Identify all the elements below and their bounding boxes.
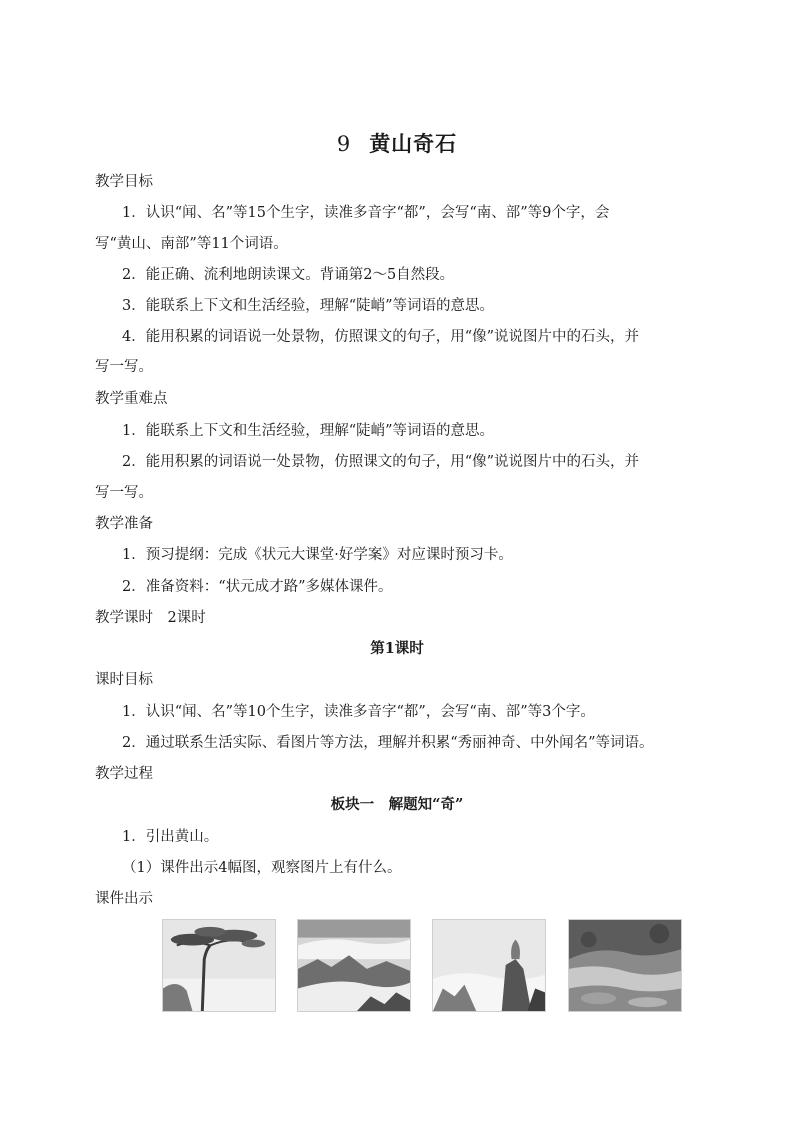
step-line-1: 1．引出黄山。 xyxy=(122,829,219,845)
objective-line-3: 3．能联系上下文和生活经验，理解“陡峭”等词语的意思。 xyxy=(122,298,495,314)
key-point-line-2: 2．能用积累的词语说一处景物，仿照课文的句子，用“像”说说图片中的石头，并 xyxy=(122,454,640,470)
period-goal-line-2: 2．通过联系生活实际、看图片等方法，理解并积累“秀丽神奇、中外闻名”等词语。 xyxy=(122,735,654,751)
courseware-label: 课件出示 xyxy=(95,891,153,907)
objective-line-2: 2．能正确、流利地朗读课文。背诵第2～5自然段。 xyxy=(122,267,455,283)
lesson-title-text: 黄山奇石 xyxy=(369,131,458,156)
key-point-line-2-cont: 写一写。 xyxy=(95,485,153,501)
preparation-line-1: 1．预习提纲：完成《状元大课堂·好学案》对应课时预习卡。 xyxy=(122,547,513,563)
objective-line-4-cont: 写一写。 xyxy=(95,359,153,375)
step-line-2: （1）课件出示4幅图，观察图片上有什么。 xyxy=(122,860,402,876)
pine-tree-photo xyxy=(162,919,276,1012)
lesson-number: 9 xyxy=(336,132,352,156)
process-heading: 教学过程 xyxy=(95,766,153,782)
objective-line-1: 1．认识“闻、名”等15个生字，读准多音字“都”，会写“南、部”等9个字，会 xyxy=(122,205,610,221)
lesson-title xyxy=(0,128,794,158)
first-period-heading: 第1课时 xyxy=(370,640,424,657)
block-title: 板块一 解题知“奇” xyxy=(330,796,464,813)
peak-rock-photo xyxy=(432,919,546,1012)
objectives-heading: 教学目标 xyxy=(95,174,153,190)
key-point-line-1: 1．能联系上下文和生活经验，理解“陡峭”等词语的意思。 xyxy=(122,423,495,439)
preparation-line-2: 2．准备资料：“状元成才路”多媒体课件。 xyxy=(122,579,393,595)
stream-valley-photo xyxy=(568,919,682,1012)
objective-line-4: 4．能用积累的词语说一处景物，仿照课文的句子，用“像”说说图片中的石头，并 xyxy=(122,329,640,345)
period-goal-line-1: 1．认识“闻、名”等10个生字，读准多音字“都”，会写“南、部”等3个字。 xyxy=(122,704,595,720)
sea-of-clouds-photo xyxy=(297,919,411,1012)
preparation-heading: 教学准备 xyxy=(95,516,153,532)
key-points-heading: 教学重难点 xyxy=(95,391,168,407)
period-goals-heading: 课时目标 xyxy=(95,672,153,688)
objective-line-1-cont: 写“黄山、南部”等11个词语。 xyxy=(95,236,288,252)
periods-line: 教学课时 2课时 xyxy=(95,610,206,626)
